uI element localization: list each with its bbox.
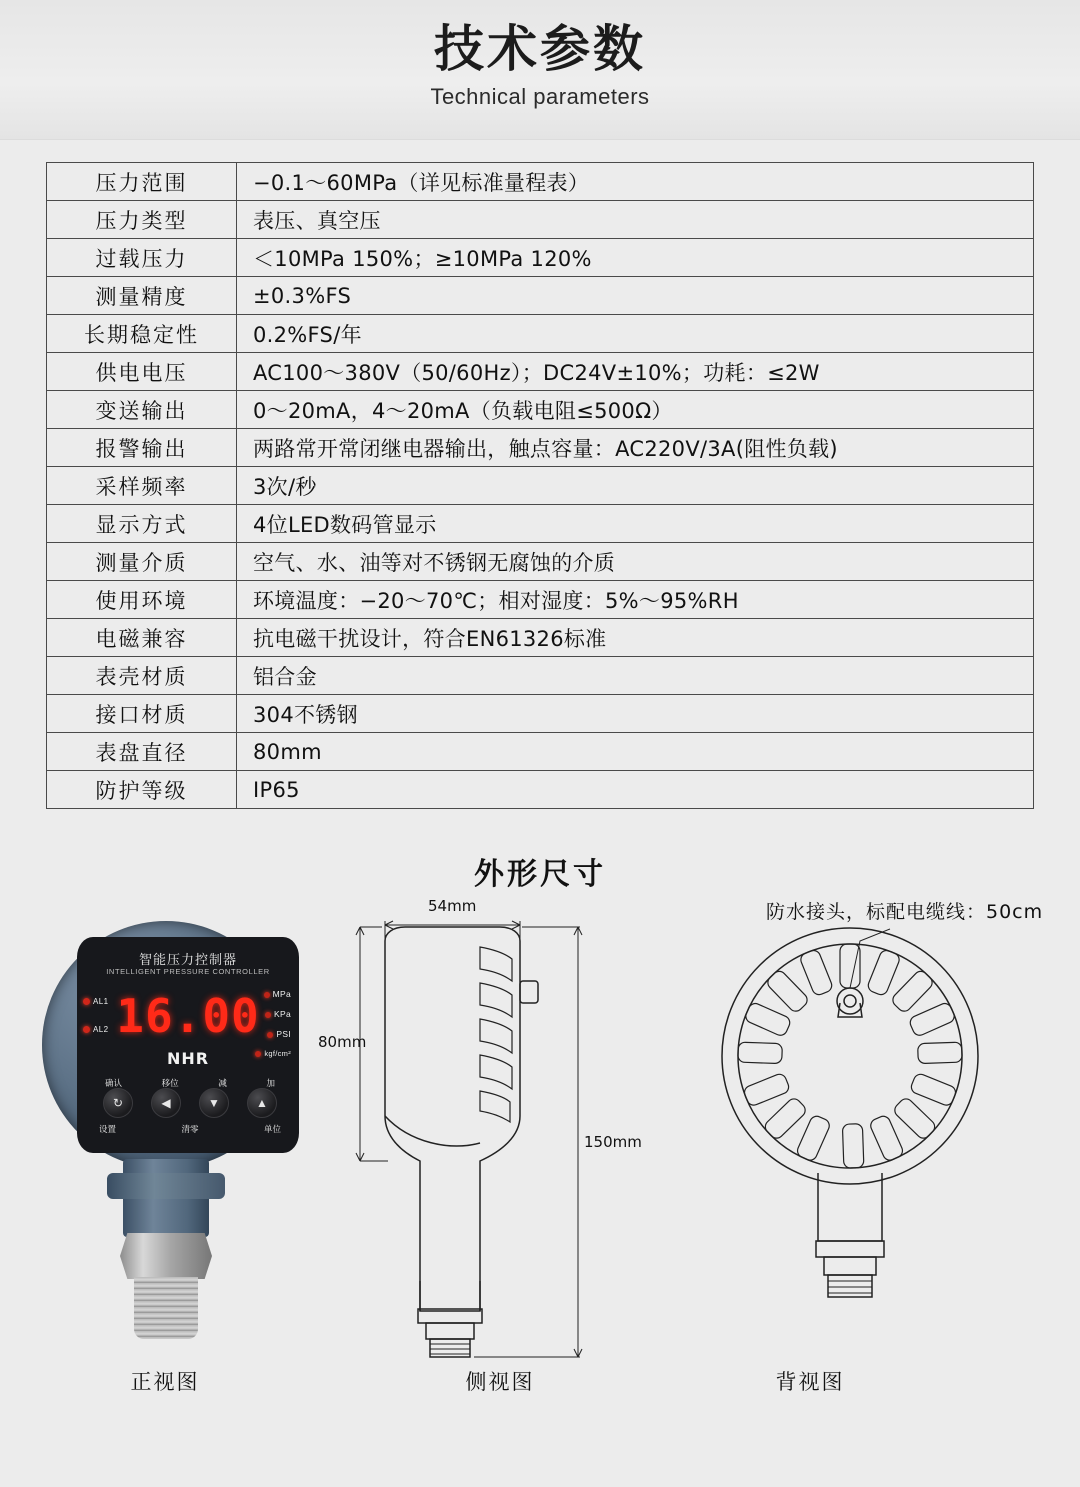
led-display: 16.00 bbox=[116, 989, 260, 1043]
key-labels-bottom bbox=[99, 1123, 281, 1135]
key-confirm[interactable]: ↻ bbox=[103, 1088, 133, 1118]
panel-title-en: INTELLIGENT PRESSURE CONTROLLER bbox=[106, 967, 270, 976]
alarm-led-icon bbox=[83, 998, 90, 1005]
spec-table-wrap bbox=[46, 162, 1034, 809]
drawings-area bbox=[0, 897, 1080, 1471]
spec-label: 表壳材质 bbox=[47, 657, 237, 695]
key-label-confirm: 确认 bbox=[105, 1078, 123, 1088]
key-label-setting: 设置 bbox=[99, 1124, 117, 1134]
side-view-drawing bbox=[318, 897, 670, 1361]
spec-label: 显示方式 bbox=[47, 505, 237, 543]
spec-label: 报警输出 bbox=[47, 429, 237, 467]
spec-table bbox=[46, 162, 1034, 809]
spec-label: 表盘直径 bbox=[47, 733, 237, 771]
back-view-drawing bbox=[690, 901, 1060, 1361]
gauge-housing bbox=[42, 921, 290, 1169]
alarm-indicator-al2: AL2 bbox=[83, 1025, 108, 1034]
dimensions-section-title: 外形尺寸 bbox=[474, 857, 606, 892]
spec-label: 测量介质 bbox=[47, 543, 237, 581]
spec-value: 抗电磁干扰设计，符合EN61326标准 bbox=[237, 619, 1034, 657]
unit-indicator-kgfcm2: kgf/cm² bbox=[255, 1049, 291, 1058]
spec-value: AC100～380V（50/60Hz）；DC24V±10%；功耗：≤2W bbox=[237, 353, 1034, 391]
spec-value: 空气、水、油等对不锈钢无腐蚀的介质 bbox=[237, 543, 1034, 581]
waterproof-connector-note: 防水接头，标配电缆线：50cm bbox=[766, 901, 1044, 923]
spec-value: 铝合金 bbox=[237, 657, 1034, 695]
spec-label: 电磁兼容 bbox=[47, 619, 237, 657]
spec-label: 压力类型 bbox=[47, 201, 237, 239]
spec-value: 两路常开常闭继电器输出，触点容量：AC220V/3A(阻性负载) bbox=[237, 429, 1034, 467]
table-row bbox=[47, 543, 1034, 581]
threaded-connector bbox=[134, 1277, 198, 1339]
key-decrease[interactable]: ▼ bbox=[199, 1088, 229, 1118]
table-row bbox=[47, 695, 1034, 733]
key-shift[interactable]: ◀ bbox=[151, 1088, 181, 1118]
table-row bbox=[47, 581, 1034, 619]
key-increase[interactable]: ▲ bbox=[247, 1088, 277, 1118]
spec-label: 防护等级 bbox=[47, 771, 237, 809]
panel-title-cn: 智能压力控制器 bbox=[138, 953, 237, 968]
unit-indicator-psi: PSI bbox=[267, 1029, 291, 1039]
table-row bbox=[47, 201, 1034, 239]
table-row bbox=[47, 505, 1034, 543]
dimension-label-height-150: 150mm bbox=[584, 1133, 642, 1151]
key-label-clear: 清零 bbox=[181, 1124, 199, 1134]
alarm-indicator-al1: AL1 bbox=[83, 997, 108, 1006]
table-row bbox=[47, 315, 1034, 353]
front-view-image bbox=[20, 921, 310, 1341]
table-row bbox=[47, 353, 1034, 391]
table-row bbox=[47, 619, 1034, 657]
page-title-en: Technical parameters bbox=[430, 84, 650, 109]
table-row bbox=[47, 277, 1034, 315]
spec-label: 过载压力 bbox=[47, 239, 237, 277]
page-header bbox=[0, 0, 1080, 140]
key-label-decrease: 减 bbox=[218, 1078, 227, 1088]
table-row bbox=[47, 467, 1034, 505]
spec-label: 变送输出 bbox=[47, 391, 237, 429]
spec-label: 长期稳定性 bbox=[47, 315, 237, 353]
gauge-neck bbox=[123, 1159, 209, 1237]
spec-value: 环境温度：−20～70℃；相对湿度：5%～95%RH bbox=[237, 581, 1034, 619]
spec-label: 供电电压 bbox=[47, 353, 237, 391]
table-row bbox=[47, 429, 1034, 467]
spec-value: −0.1～60MPa（详见标准量程表） bbox=[237, 163, 1034, 201]
key-label-increase: 加 bbox=[266, 1078, 275, 1088]
spec-value: 4位LED数码管显示 bbox=[237, 505, 1034, 543]
spec-value: 304不锈钢 bbox=[237, 695, 1034, 733]
unit-led-icon bbox=[267, 1032, 273, 1038]
spec-value: 3次/秒 bbox=[237, 467, 1034, 505]
dimension-label-width: 54mm bbox=[428, 897, 477, 915]
spec-label: 接口材质 bbox=[47, 695, 237, 733]
table-row bbox=[47, 391, 1034, 429]
spec-label: 测量精度 bbox=[47, 277, 237, 315]
unit-indicator-mpa: MPa bbox=[264, 989, 291, 999]
spec-label: 采样频率 bbox=[47, 467, 237, 505]
brand-logo: NHR bbox=[166, 1049, 210, 1068]
caption-front-view: 正视图 bbox=[130, 1370, 200, 1394]
table-row bbox=[47, 239, 1034, 277]
spec-value: ＜10MPa 150%；≥10MPa 120% bbox=[237, 239, 1034, 277]
gauge-face-panel bbox=[77, 937, 299, 1153]
unit-led-icon bbox=[265, 1012, 271, 1018]
key-label-unit: 单位 bbox=[263, 1124, 281, 1134]
spec-value: ±0.3%FS bbox=[237, 277, 1034, 315]
spec-value: 表压、真空压 bbox=[237, 201, 1034, 239]
hex-nut bbox=[120, 1233, 212, 1279]
table-row bbox=[47, 163, 1034, 201]
dimension-label-height-80: 80mm bbox=[318, 1033, 367, 1051]
spec-value: 80mm bbox=[237, 733, 1034, 771]
spec-value: IP65 bbox=[237, 771, 1034, 809]
table-row bbox=[47, 771, 1034, 809]
unit-led-icon bbox=[264, 992, 270, 998]
table-row bbox=[47, 733, 1034, 771]
alarm-led-icon bbox=[83, 1026, 90, 1033]
table-row bbox=[47, 657, 1034, 695]
spec-label: 压力范围 bbox=[47, 163, 237, 201]
keypad bbox=[103, 1088, 277, 1118]
caption-back-view: 背视图 bbox=[775, 1370, 845, 1394]
spec-value: 0.2%FS/年 bbox=[237, 315, 1034, 353]
spec-label: 使用环境 bbox=[47, 581, 237, 619]
page-title-cn: 技术参数 bbox=[434, 20, 646, 78]
key-label-shift: 移位 bbox=[161, 1078, 179, 1088]
back-view-svg bbox=[690, 911, 1060, 1361]
unit-indicator-kpa: KPa bbox=[265, 1009, 291, 1019]
caption-side-view: 侧视图 bbox=[465, 1370, 535, 1394]
spec-value: 0～20mA，4～20mA（负载电阻≤500Ω） bbox=[237, 391, 1034, 429]
